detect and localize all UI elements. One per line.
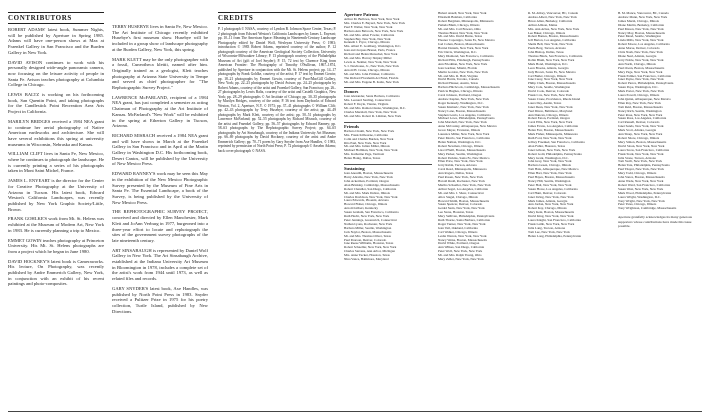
contributor-entry: RICHARD MISRACH received a 1984 NEA grant and will have shows in March at the Fraenkel Gallery in San Francisco and in April at the Martin Gallery in Washington D.C. His forthcoming book, Desert Cantos, will be published by the University of New Mexico Press. (112, 132, 208, 167)
patron-group-heading: Aperture Patrons (344, 12, 379, 17)
contributor-entry: WILLIAM CLIFT lives in Santa Fe, New Mexico, where he continues to photograph the landscape. He is currently printing a series of his photographs taken in Mont Saint Michel, France. (8, 151, 104, 174)
patron-list-3 (528, 12, 612, 239)
patron-name: Laura Wright, Washington, D.C. (618, 195, 661, 199)
patron-name: Frank Palmer, San Francisco, California (618, 74, 671, 78)
patron-name: Paul Dixon, Baltimore, Maryland (528, 109, 573, 113)
credits-column (218, 12, 336, 153)
patron-name: Julia Lang, Tucson, Arizona (528, 226, 566, 230)
patron-list-2 (438, 12, 522, 262)
patron-name: Helen Nathan, Washington, D.C. (438, 140, 482, 144)
patron-name: Joan Alexander, Santa Barbara, California (344, 95, 400, 99)
patron-name: Robert Perkins, Santa Fe, New Mexico (438, 156, 490, 160)
patron-group-heading: Friends (344, 122, 432, 129)
patron-name: Barbara Chaim, New York, New York (344, 129, 395, 133)
patron-name: Robert Newman, Chicago, Illinois (438, 144, 484, 148)
patron-name: Ellen Price, New York, New York (438, 160, 483, 164)
patron-name: Janet Dean, New York, New York (528, 105, 573, 109)
patron-name: Mark James, Atlanta, Georgia (528, 199, 568, 203)
patron-name: Mr. and Mrs. Allen Fowler, California (344, 33, 395, 37)
patron-name: Roger Turner, New York, New York (438, 222, 486, 226)
patron-name: David White, Portland, Oregon (438, 242, 480, 246)
patron-name: Arthur Segal, Los Angeles, California (438, 187, 488, 191)
credits-body (218, 27, 336, 153)
patron-name: B. M. Mance, Vancouver, BC, Canada (618, 12, 669, 15)
patron-name: John Bishop, Dallas, Texas (528, 51, 564, 55)
contributor-entry: DAVID HOCKNEY'S latest book is Cameraworks. His lecture, On Photography, was recently published by Andre Emmerich Gallery, New York, in conjunction with an exhibit of his recent paintings and photo-composites. (8, 258, 104, 287)
patron-name: David Cook, Denver, Colorado (528, 90, 570, 94)
patron-name: Lee Baker, Chicago, Illinois (528, 31, 566, 35)
patron-name: Andrew Kaplan, New York, New York (438, 97, 490, 101)
patron-name: Richard Hauser, Austin, Texas (438, 82, 478, 86)
patron-name: Mr. and Mrs. John Pritzker, California (344, 72, 395, 76)
patron-name: Andrea Albert, New York, New York (528, 15, 577, 19)
patron-group-heading: Donors (344, 87, 432, 94)
contributor-entry: LAWRENCE McFARLAND, recipient of a 1984 NEA grant, has just completed a semester as acting Chairman of Photography at the Art Institute of Kansas. McFarland's "New Work" will be exhibited in the spring at Etherton Gallery in Tucson, Arizona. (112, 94, 208, 129)
patron-name: Harold Rudd, Rochester, New York (438, 179, 485, 183)
patron-name: Ann Jordan, New York, New York (528, 203, 574, 207)
patron-name: Hubert Ansell, New York, New York (438, 12, 487, 15)
contributor-entry: ROBERT ADAMS' latest book, Summer Nights, will be published by Aperture in Spring 1985. Adams will have one-person shows at Max at Fraenkel Gallery in San Francisco and the Burden Gallery in New York. (8, 27, 104, 55)
patron-name: Peter Wolf, New York, New York (438, 250, 483, 254)
patron-name: James Marsh, Chicago, Illinois (618, 19, 659, 23)
patron-groups (344, 12, 432, 262)
contributors-column-1 (8, 12, 104, 291)
patron-name: Robert Bergman, Minneapolis, Minnesota (438, 19, 494, 23)
patron-name: Anne McCauley, Albuquerque, New Mexico (438, 125, 497, 129)
patron-name: Lisa O'Neill, Boston, Massachusetts (438, 148, 486, 152)
patron-name: Julia Stone, Tucson, Arizona (618, 156, 656, 160)
patron-name: Ann Friedman, New York, New York (438, 62, 488, 66)
patron-name: Ellen Ray, New York, New York (618, 101, 661, 105)
contributors-column-2 (112, 24, 208, 318)
patron-name: Mary Page, New York, New York (618, 70, 663, 74)
patron-name: Patricia Hughes, Chicago, Illinois (438, 90, 483, 94)
patron-name: Howard Fisher, Chicago, Illinois (344, 203, 388, 207)
credits-heading: CREDITS (218, 12, 336, 24)
patron-name: Mary Zeller, New York, New York (438, 258, 484, 262)
contributors-list-2 (112, 24, 208, 314)
patron-name: Mr. and Mrs. David Burns, Texas (438, 35, 483, 39)
patron-name: Charles Davidson, New York, New York (344, 195, 398, 199)
patron-name: Elisabeth Balaban, California (438, 15, 477, 19)
patron-name: Andrew Mann, New York, New York (618, 15, 668, 19)
contributor-entry: EDWARD RANNEY'S work may be seen this May in the exhibition of the New Mexico Photographic Survey presented by the Museum of Fine Arts in Santa Fe. The Essential Landscape, a book of the Survey, is being published by the University of New Mexico Press. (112, 171, 208, 205)
patron-name: Tom Hale, Albuquerque, New Mexico (528, 168, 579, 172)
patron-name: Ann Wilkes, San Diego, California (438, 246, 485, 250)
patron-name: Janet Sands, New York, New York (618, 125, 664, 129)
patron-name: Helen Honig, Dallas, Texas (344, 157, 381, 161)
patron-name: Robert Eaton, Portland, Oregon (528, 117, 570, 121)
patron-list-4 (618, 12, 704, 211)
patron-name: Alan Fuller, Houston, Texas (528, 144, 566, 148)
patron-name: Chris Nash, New York, New York (618, 51, 663, 55)
patron-name: Tom Swift, New York, New York (618, 160, 663, 164)
patron-name: Kenneth J. Pryor, Chicago, Illinois (344, 41, 390, 45)
patron-name: Joel Cohen, Boston, Massachusetts (438, 43, 485, 47)
patron-name: Nancy May, Boston, Massachusetts (618, 31, 665, 35)
patron-name: John Ackerman, Portland, Oregon (344, 179, 389, 183)
patron-name: Barbara Ann Babcock, New York, New York (344, 29, 404, 33)
patron-name: Thomas Black, San Francisco, California (528, 54, 583, 58)
contributor-entry: MARILYN BRIDGES received a 1984 NEA grant to continue her aerial photography of Native American earthworks and architecture. She will have several exhibitions this spring at university museums in Wisconsin, Nebraska and Kansas. (8, 118, 104, 147)
patrons-column-3 (528, 12, 612, 239)
patron-name: Mrs. Albert E. Goldberg, Washington, D.C. (344, 45, 402, 49)
contributors-list-1 (8, 27, 104, 287)
patron-name: Robert Kay, Chicago, Illinois (528, 207, 567, 211)
patron-name: David Harris, Toronto, Canada (438, 78, 479, 82)
patron-name: Barbara Miller, Seattle, Washington (344, 226, 392, 230)
patron-name: Tom Reid, Boston, Massachusetts (618, 105, 663, 109)
acknowledgement-note: Aperture gratefully acknowledges its many generous supporters whose contributions have made this issue possible. (618, 215, 692, 228)
patron-name: Robert Ward, San Francisco, California (618, 183, 671, 187)
patron-name: Martha Schaeffer, New York, New York (438, 183, 491, 187)
patron-name: Mrs. Katharine Page, Vermont (344, 153, 385, 157)
patron-name: Carl Butler, Chicago, Illinois (528, 74, 567, 78)
patron-name: Harry Abrams, New York, New York (344, 176, 393, 179)
patron-name: David King, New York, New York (528, 215, 574, 219)
patron-name: Jack Naylor, Boston, Massachusetts (344, 230, 392, 234)
patron-name: Michael Lowe, Philadelphia, Pennsylvania (438, 117, 495, 121)
patron-name: Robert Schaeffer, New York, New York (344, 246, 397, 250)
patrons-column-1 (344, 12, 432, 262)
patron-name: Robert Shore, Chicago, Illinois (618, 137, 660, 140)
patron-name: Robert Gold, Philadelphia, Pennsylvania (528, 152, 582, 156)
patron-name: Michael Hoffman, New York, New York (344, 149, 398, 153)
patron-name: Susan Pope, Washington, D.C. (618, 86, 659, 90)
patron-name: Frank Lamb, New York, New York (528, 222, 575, 226)
patron-name: Janet Irving, New York, New York (528, 195, 574, 199)
patron-name: Peter Morris, San Francisco, California (438, 137, 490, 140)
patron-name: Laura Knight, San Francisco, California (528, 219, 581, 223)
patron-name: Mr. and Mrs. Ralph Young, Ohio (438, 254, 482, 258)
patron-name: Helen Long, Philadelphia, Pennsylvania (528, 234, 582, 238)
patron-name: Tony Wright, New York, New York (618, 199, 665, 203)
patron-name: Mary Parker, Seattle, Washington (438, 152, 483, 156)
patron-name: Barbara Hitchcock, Cambridge, Massachusetts (438, 86, 500, 90)
patron-name: Richard and Helen Menschel, New York (344, 53, 398, 57)
patron-name: Harriet Daniels, New York, New York (438, 47, 489, 51)
patron-name: The Richard Florsheim Art Fund, Florida (344, 76, 399, 80)
patron-name: Robert Moore, Los Angeles, California (618, 43, 670, 47)
patron-name: Jean Vail, Oakland, California (438, 226, 478, 230)
patron-name: Mary Todd, Chicago, Illinois (618, 172, 657, 176)
patron-name: Paul F. Walter, New York, New York (344, 25, 393, 29)
patron-name: Howard Smith, Boston, Massachusetts (438, 199, 490, 203)
patron-name: Carl Russell, Denver, Colorado (618, 121, 660, 125)
patron-name: Mr. and Mrs. Julian Miller, Illinois (344, 145, 390, 149)
contributor-entry: DAVID AVISON continues to work with his personally designed wide-angle panoramic camera, now focusing on the leisure activity of people in Santa Fe. Avison teaches photography at Columbia College in Chicago. (8, 59, 104, 88)
patron-name: Peter Rose, New York, New York (618, 113, 663, 117)
patron-name: Mark Wood, Philadelphia, Pennsylvania (618, 191, 672, 195)
patron-name: Jane Carey, New York, New York (528, 78, 573, 82)
patron-name: Mr. and Mrs. Ramon Osuna, Washington, D.C. (344, 107, 406, 111)
patron-name: Nina Vance, Baltimore, Maryland (344, 258, 389, 262)
patron-name: Jerry Rabin, Tucson, Arizona (438, 164, 477, 168)
patron-name: Bruce Allen, Berkeley, California (528, 19, 573, 23)
patron-name: Ann Duncan, Chicago, Illinois (528, 113, 569, 117)
patron-name: Jerry Noble, New York, New York (618, 58, 664, 62)
patron-name: Janet Gibson, New York, New York (528, 148, 576, 152)
patron-name: Laura Day, Austin, Texas (528, 101, 562, 105)
patron-name: Peter Jennings, Greenwich, Connecticut (344, 218, 397, 222)
patron-name: Robin Blum, New York, New York (528, 58, 575, 62)
patron-name: Laura Snow, San Francisco, California (618, 148, 670, 152)
patron-name: Nancy Lane, Boston, Massachusetts (438, 109, 486, 113)
patron-name: Rita Paul, New York, New York (344, 141, 387, 145)
patron-name: John Gray, New York, New York (528, 160, 572, 164)
patron-name: Mr. and Mrs. Eugene B. Kohn, New York (344, 80, 399, 84)
patron-name: Susan West, New York, New York (618, 187, 664, 191)
patron-name: Ellen Hart, New York, New York (528, 172, 572, 176)
patron-name: James Evans, Los Angeles, California (528, 125, 578, 129)
patron-name: Mrs. Charles E. Bayard, New York, New York (344, 21, 406, 25)
patron-name: Nancy Rich, Seattle, Washington (618, 109, 662, 113)
patron-name: Arnold Gilbert, Kentucky (344, 207, 378, 211)
patron-name: Robert Pierce, Philadelphia, Pennsylvania (618, 82, 674, 86)
patron-name: Arthur M. Bullowa, New York, New York (344, 18, 400, 21)
patron-name: Frank Stark, New York, New York (618, 152, 664, 156)
patron-name: David Sloan, New York, New York (618, 144, 665, 148)
patron-name: Ruth Thorne, Santa Barbara, California (438, 219, 490, 223)
patron-name: Judy Brown, Santa Fe, New Mexico (528, 70, 576, 74)
patron-name: Sheila Bell, New York, New York (528, 43, 573, 47)
patron-name: Colin and Charles Burden, New York (344, 137, 394, 141)
patron-name: Helen Farr, Boston, Massachusetts (528, 129, 574, 133)
patron-name: Carl Hunt, Denver, Colorado (528, 191, 567, 195)
patron-name: Mrs. Leonard Sterling, Connecticut (344, 99, 391, 103)
patron-name: Robert Barnes, Boston, Massachusetts (528, 35, 579, 39)
patron-name: Gerald Stein, New York, New York (438, 207, 485, 211)
patron-name: Mr. and Mrs. R. Hall, Virginia (438, 74, 478, 78)
patron-name: Jean Gardner, Miami, Florida (438, 66, 477, 70)
patron-name: Mr. and Mrs. Robert R. Littman, New York (344, 114, 402, 118)
patron-name: Martin Gordon, New York, New York (438, 70, 488, 74)
patron-name: Mary Grant, Washington, D.C. (528, 156, 569, 160)
contributor-entry: ART SINSABAUGH is represented by Daniel Wolf Gallery in New York. The Art Sinsabaugh Archive, established at the Indiana University Art Museum in Bloomington in 1978, includes a complete set of the artist's work from 1944 until 1973, as well as related files and records. (112, 247, 208, 282)
patron-name: Paul Owen, Boston, Massachusetts (618, 66, 665, 70)
contributor-entry: LEWIS BALTZ is working on his forthcoming book, San Quentin Point, and taking photographs for the Candlestick Point Recreation Area Arts Project in California. (8, 92, 104, 115)
contributors-heading: CONTRIBUTORS (8, 12, 104, 24)
patron-name: Nancy Weiss, Boston, Massachusetts (438, 238, 487, 242)
patron-name: Richard Ellis, Pittsburgh, Pennsylvania (438, 58, 490, 62)
patron-name: Susan Howe, Los Angeles, California (528, 187, 578, 191)
patron-name: Roger Kennedy, Washington, D.C. (438, 101, 484, 105)
patron-name: Mr. and Mrs. Carl Bowers, Ohio (438, 27, 481, 31)
patron-name: Mary Cole, Seattle, Washington (528, 86, 571, 90)
patron-name: Ruth Hecht, New York, New York (344, 215, 390, 219)
patron-name: Alice Siegel, Chicago, Illinois (438, 195, 478, 199)
patron-name: Mark Fisher, Minneapolis, Minnesota (528, 133, 578, 137)
patron-name: Nancy Hill, Seattle, Washington (528, 179, 571, 183)
patron-name: Ann Sharp, New York, New York (618, 133, 663, 137)
patron-name: Diane Martin, Berkeley, California (618, 23, 665, 27)
patron-name: Alan Brinkley, Cambridge, Massachusetts (344, 183, 400, 187)
patron-name: Susan Crane, Providence, Rhode Island (528, 97, 581, 101)
patron-name: Carol Ellis, New York, New York (528, 121, 573, 125)
contributor-entry: TERRY HUSEBYE lives in Santa Fe, New Mexico. The Art Institute of Chicago recently exhibited Husebye's first museum show. Husebye will be included in a group show of landscape photography at the Burden Gallery, New York, this spring. (112, 24, 208, 52)
patron-name: Lewis A. Neimer, New York, New York (344, 60, 397, 64)
patron-name: Eleanor Caponigro, Santa Fe, New Mexico (438, 39, 495, 43)
patron-name: Diane Neal, Atlanta, Georgia (618, 54, 657, 58)
patron-name: Arnold H. Crane, Chicago, Illinois (344, 68, 390, 72)
patron-name: Carl Walker, Chicago, Illinois (438, 230, 478, 234)
patron-name: Paul Rosen, New York, New York (438, 176, 483, 180)
patron-name: Laura Powell, Chicago, Illinois (618, 94, 660, 98)
patron-name: Stephen Bay, New York, New York (344, 37, 391, 41)
patron-name: Tony Wrightson, Cambridge, Massachusetts (618, 207, 677, 211)
patron-name: S. I. Newhouse, Jr., New York, New York (344, 64, 399, 68)
patron-name: Mark Scott, Atlanta, Georgia (618, 129, 657, 133)
patron-name: Ann Rogers, Dallas, Texas (438, 172, 474, 176)
patron-name: Mr. and Mrs. Harvey Shipley Miller (344, 57, 392, 61)
contributor-entry: MARK KLETT may be the only photographer with a fossil, Cuneotheca klettii, named after him. Originally trained as a geologist, Klett teaches photography at Arizona State University in Tempe and served as chief photographer for "The Rephotographic Survey Project." (112, 56, 208, 91)
patron-name: Susan Spencer, Denver, Colorado (438, 203, 483, 207)
patron-name: Charles Marshall, New York, New York (344, 111, 397, 115)
patron-name: Barbara Green, Chicago, Illinois (528, 164, 571, 168)
contributor-entry: JAMES L. ENYEART is the director for the Center for Creative Photography at the University of Arizona in Tucson. His latest book, Edward Weston's California Landscapes, was recently published by New York Graphic Society/Little, Brown. (8, 178, 104, 212)
patron-name: Robert Chandler, San Diego, California (344, 187, 397, 191)
patron-name: Lee Stone, Houston, Texas (438, 211, 474, 215)
bottom-rule (8, 411, 702, 412)
patron-name: Janet Payne, New York, New York (618, 78, 664, 82)
patron-name: Philip Clark, Boston, Massachusetts (528, 82, 576, 86)
patron-name: Mrs. Ann Arbus, New York, New York (528, 27, 580, 31)
patron-name: Paul Pearson, Denver, Colorado (344, 238, 387, 242)
patron-name: Arthur Allison, Maine (528, 23, 558, 27)
patron-name: Mr. and Mrs. Mark Dalton, Illinois (344, 191, 390, 195)
patron-name: Anne Wade, New York, New York (618, 179, 664, 183)
patron-name: Linda Mills, New York, New York (618, 39, 664, 43)
patron-name: Jean Anouilh, Boston, Massachusetts (344, 172, 393, 176)
patron-name: Eric Davis, Washington, D.C. (438, 51, 478, 55)
contributor-entry: FRANK GOHLKE'S work from Mt. St. Helens was exhibited at the Museum of Modern Art, New York in 1983. He is currently planning a trip to Mexico. (8, 216, 104, 233)
patron-name: Grace Meyer, Evanston, Illinois (438, 129, 481, 133)
patron-group-heading: Sustaining (344, 164, 432, 171)
patron-name: Carol Johnson, Portland, Oregon (438, 94, 482, 98)
patron-name: Stephen Lewis, Los Angeles, California (438, 113, 491, 117)
patron-name: Mary Simon, Boston, Massachusetts (618, 140, 667, 144)
contributor-entry: GARY SNYDER'S latest book, Axe Handles, was published by North Point Press in 1983. Snyder received a Pulitzer Prize in 1975 for his poetry collection, Turtle Island, published by New Directions. (112, 285, 208, 314)
patron-name: Mary Sullivan, Philadelphia, Pennsylvania (438, 215, 495, 219)
patron-name: Peter Mead, Seattle, Washington (618, 35, 661, 39)
contributor-entry: EMMET GOWIN teaches photography at Princeton University. His Mt. St. Helens photographs are from a project which he began in June 1980. (8, 237, 104, 254)
credits-paragraph: P. 1 photograph © NASA, courtesy of Lyndon B. Johnson Space Center, Texas; P. 2 photograph from Edward Weston's California Landscapes by James L. Enyeart; pp. 10–11 from The American Space: Meaning in Nineteenth-Century Landscape Photography edited by Daniel Wolf, Wesleyan University Press; © 1983; introduction © 1983 Robert Adams, reprinted courtesy of the author; P. 12 photograph courtesy of the American Geological Society Collection, University of Wisconsin-Milwaukee Library; P. 13 photograph courtesy of the Philadelphia Museum of Art (gift of Joel Snyder); P. 15, 72 text by Clarence King from American Frontier: The Photography of Timothy O'Sullivan, 1867–1874, published by Aperture in conjunction with the Mt. St. Helens project; pp. 14–17 photographs by Frank Gohlke, courtesy of the artist; P. 17 text by Emmet Gowin; pp. 18–21 photographs by Emmet Gowin, courtesy of Pace/MacGill Gallery, New York; pp. 22–23 photographs by David Avison; pp. 24–25 photographs by Robert Adams, courtesy of the artist and Fraenkel Gallery, San Francisco; pp. 26–27 photographs by Lewis Baltz, courtesy of the artist and Castelli Graphics, New York; pp. 28–29 photographs © Art Institute of Chicago; pp. 30–35 photographs by Marilyn Bridges, courtesy of the artist; P. 36 text from Daybooks of Edward Weston, Vol. 2, Aperture, N.Y. © 1973; pp. 37–41 photographs © William Clift; pp. 42–43 photographs by Terry Husebye, courtesy of the artist; pp. 44–49 photographs by Mark Klett, courtesy of the artist; pp. 50–51 photographs by Lawrence McFarland; pp. 52–55 photographs by Richard Misrach, courtesy of the artist and Fraenkel Gallery; pp. 56–57 photographs by Edward Ranney; pp. 58–63 photographs by The Rephotographic Survey Project; pp. 64–65 photographs by Art Sinsabaugh, courtesy of the Indiana University Art Museum; pp. 66–69 photographs by David Hockney, courtesy of the artist and Andre Emmerich Gallery; pp. 70–71 poem by Gary Snyder from Axe Handles, © 1983, reprinted by permission of North Point Press; P. 72 photograph © Anselm Adams; back cover photograph © NASA. (218, 27, 336, 153)
patron-name: Ann North, Chicago, Illinois (618, 62, 656, 66)
patron-name: Mary Diamond, San Francisco, California (438, 54, 494, 58)
patron-name: Mr. and Mrs. J. Shaw, Connecticut (438, 191, 484, 195)
patron-name: Ruth Ford, New York, New York (528, 137, 572, 140)
patron-name: Mark Porter, New York, New York (618, 90, 664, 94)
patron-name: Jean and Jacques Brunet, Paris, France (344, 49, 396, 53)
patron-name: Nathan Lyons, Rochester, New York (344, 222, 393, 226)
patron-name: Robert F. Doyle, Vienna, Virginia (344, 103, 389, 107)
patron-name: Mr. and Mrs. Thomas Oliver, Texas (344, 234, 391, 238)
patron-name: Carol Reed, Minneapolis, Minnesota (438, 168, 487, 172)
patron-name: Paul Thayer, New York, New York (618, 168, 664, 172)
patron-name: Laura Edwards, Phoenix, Arizona (344, 199, 389, 203)
patron-name: Paula Berg, Tucson, Arizona (528, 47, 566, 51)
patron-name: Tom Lee, New York, New York (528, 230, 570, 234)
patron-name: Mary Kent, Boston, Massachusetts (528, 211, 575, 215)
patrons-column-2 (438, 12, 522, 262)
patron-name: Leslie Warren, New York, New York (438, 234, 487, 238)
patron-name: Peter Yates, Chicago, Illinois (618, 203, 657, 207)
patron-name: Jeff Barton, Los Angeles, California (528, 39, 576, 43)
patron-name: John Marshall, New York, New York (438, 121, 487, 125)
patron-name: Susan Kismaric, New York, New York (438, 105, 489, 109)
patron-name: Mark Bond, Washington, D.C. (528, 62, 569, 66)
patron-name: Susan Ross, Los Angeles, California (618, 117, 667, 121)
patron-name: Mrs. Frank Kilbourne, California (344, 133, 388, 137)
patron-name: Mrs. Anne Tucker, Houston, Texas (344, 254, 390, 258)
patron-name: Jane Reese Williams, Houston, Texas (344, 242, 394, 246)
patrons-column-4 (618, 12, 704, 228)
patron-name: Helen Tate, Philadelphia, Pennsylvania (618, 164, 670, 168)
patron-name: Jeffrey Fraenkel, San Francisco, California (528, 140, 585, 144)
contributor-entry: THE REPHOTOGRAPHIC SURVEY PROJECT, conceived and directed by Ellen Manchester, Mark Klett and JoAnn Verburg in 1977, burgeoned into a three-year effort to locate and rephotograph the sites of the government survey photographs of the late nineteenth century. (112, 209, 208, 243)
patron-name: Charles Stevens, Ann Arbor, Michigan (344, 250, 395, 254)
patron-name: Peter Holt, New York, New York (528, 183, 572, 187)
patron-name: R. M. Abbey, Vancouver, BC, Canada (528, 12, 578, 15)
patron-name: Susan Graham, San Francisco, California (344, 211, 399, 215)
patron-name: John Vance, Boston, Massachusetts (618, 176, 665, 180)
patron-name: Pamela Blum, Chicago, Illinois (438, 23, 480, 27)
patron-name: Frank Cox, New York, New York (528, 94, 573, 98)
patron-name: Anne Morse, Denver, Colorado (618, 47, 660, 51)
patron-name: Paul Mason, New York, New York (618, 27, 664, 31)
patron-name: Thomas Brand, New York, New York (438, 31, 488, 35)
patron-name: Paul Hayes, Boston, Massachusetts (528, 176, 575, 180)
patron-name: John Quinn, Albuquerque, New Mexico (618, 97, 671, 101)
patron-name: Leon Brooks, Atlanta, Georgia (528, 66, 569, 70)
patron-name: Laurence Miller, New York, New York (438, 133, 490, 137)
